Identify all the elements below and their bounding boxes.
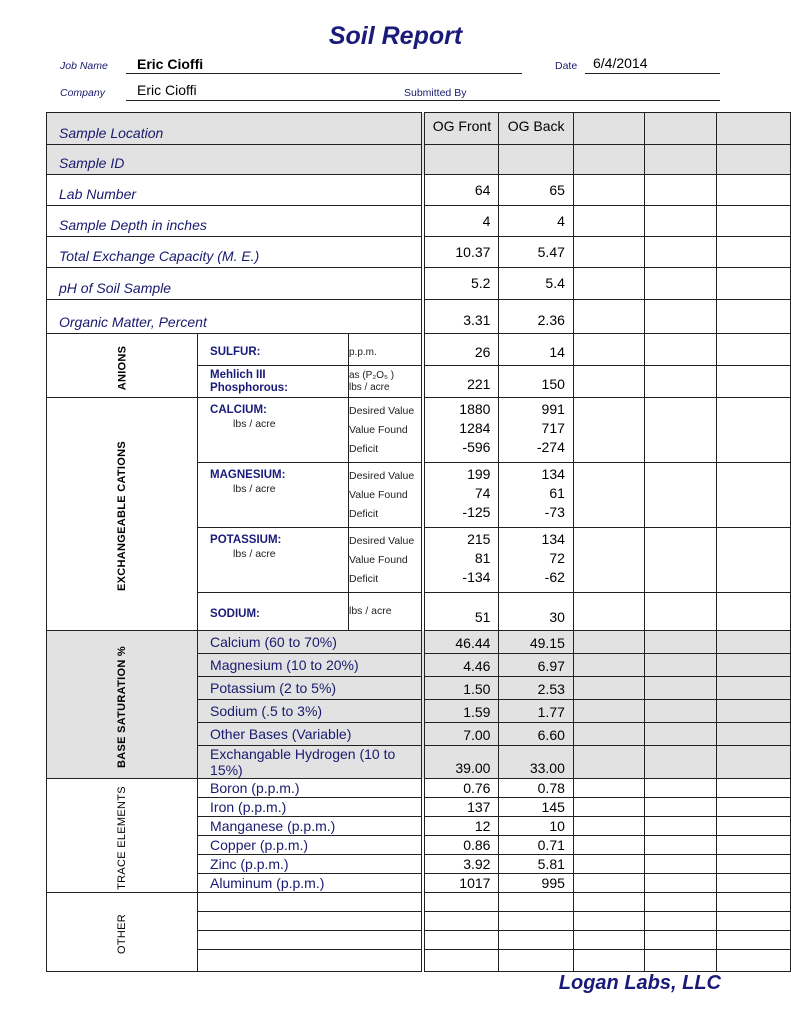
calcium-cell[interactable]: 991 717 -274 xyxy=(499,398,573,463)
trace-cell[interactable] xyxy=(573,817,644,836)
trace-cell[interactable] xyxy=(717,817,791,836)
sample-id-row xyxy=(47,145,791,175)
sample-depth-cell[interactable] xyxy=(645,206,717,237)
lab-number-cell[interactable] xyxy=(717,175,791,206)
trace-cell[interactable]: 0.86 xyxy=(423,836,498,855)
other-cell[interactable] xyxy=(499,912,573,931)
trace-label: Iron (p.p.m.) xyxy=(198,798,424,817)
trace-cell[interactable]: 1017 xyxy=(423,874,498,893)
sample-location-cell[interactable]: OG Back xyxy=(499,113,573,145)
other-cell[interactable] xyxy=(717,931,791,950)
trace-cell[interactable]: 0.76 xyxy=(423,779,498,798)
other-label-cell[interactable] xyxy=(198,931,424,950)
base-sat-cell[interactable]: 2.53 xyxy=(499,677,573,700)
trace-cell[interactable]: 145 xyxy=(499,798,573,817)
organic-matter-cell[interactable] xyxy=(717,300,791,334)
ph-cell[interactable] xyxy=(717,268,791,300)
base-sat-cell[interactable]: 39.00 xyxy=(423,746,498,779)
other-cell[interactable] xyxy=(423,893,498,912)
job-name-value: Eric Cioffi xyxy=(137,56,204,72)
potassium-sublabels: Desired Value Value Found Deficit xyxy=(349,528,424,593)
magnesium-cell[interactable]: 134 61 -73 xyxy=(499,463,573,528)
calcium-row xyxy=(47,398,791,463)
sulfur-cell[interactable] xyxy=(645,334,717,366)
trace-cell[interactable] xyxy=(645,836,717,855)
soil-report-table xyxy=(46,112,791,972)
other-cell[interactable] xyxy=(499,931,573,950)
other-label-cell[interactable] xyxy=(198,893,424,912)
base-sat-cell[interactable] xyxy=(717,723,791,746)
other-cell[interactable] xyxy=(499,950,573,972)
base-sat-cell[interactable] xyxy=(717,677,791,700)
sample-id-cell[interactable] xyxy=(717,145,791,175)
sulfur-cell[interactable]: 26 xyxy=(423,334,498,366)
base-sat-label: Other Bases (Variable) xyxy=(198,723,424,746)
phosphorous-cell[interactable] xyxy=(717,366,791,398)
trace-cell[interactable]: 12 xyxy=(423,817,498,836)
calcium-cell[interactable] xyxy=(573,398,644,463)
lab-number-cell[interactable]: 64 xyxy=(423,175,498,206)
sodium-cell[interactable] xyxy=(717,593,791,631)
base-sat-cell[interactable] xyxy=(573,700,644,723)
base-sat-cell[interactable] xyxy=(717,700,791,723)
magnesium-cell[interactable] xyxy=(717,463,791,528)
trace-cell[interactable]: 0.78 xyxy=(499,779,573,798)
base-sat-label: Exchangable Hydrogen (10 to 15%) xyxy=(198,746,424,779)
other-label-cell[interactable] xyxy=(198,912,424,931)
sample-id-cell[interactable] xyxy=(573,145,644,175)
date-value: 6/4/2014 xyxy=(593,55,648,71)
ph-cell[interactable] xyxy=(573,268,644,300)
base-sat-cell[interactable] xyxy=(645,654,717,677)
base-sat-cell[interactable] xyxy=(645,723,717,746)
trace-label: Manganese (p.p.m.) xyxy=(198,817,424,836)
trace-label: Copper (p.p.m.) xyxy=(198,836,424,855)
other-cell[interactable] xyxy=(645,912,717,931)
other-cell[interactable] xyxy=(645,893,717,912)
base-sat-cell[interactable] xyxy=(645,746,717,779)
lab-number-cell[interactable]: 65 xyxy=(499,175,573,206)
base-sat-cell[interactable]: 1.77 xyxy=(499,700,573,723)
calcium-sublabels: Desired Value Value Found Deficit xyxy=(349,398,424,463)
sample-depth-row xyxy=(47,206,791,237)
job-name-label: Job Name xyxy=(60,60,108,72)
base-sat-cell[interactable]: 4.46 xyxy=(423,654,498,677)
sample-id-cell[interactable] xyxy=(423,145,498,175)
trace-cell[interactable]: 995 xyxy=(499,874,573,893)
ph-cell[interactable] xyxy=(645,268,717,300)
magnesium-cell[interactable] xyxy=(573,463,644,528)
magnesium-sublabels: Desired Value Value Found Deficit xyxy=(349,463,424,528)
trace-elements-section-label: TRACE ELEMENTS xyxy=(47,779,198,893)
trace-label: Aluminum (p.p.m.) xyxy=(198,874,424,893)
potassium-cell[interactable] xyxy=(645,528,717,593)
ph-cell[interactable]: 5.2 xyxy=(423,268,498,300)
other-cell[interactable] xyxy=(423,912,498,931)
lab-number-row xyxy=(47,175,791,206)
tec-cell[interactable] xyxy=(573,237,644,268)
organic-matter-cell[interactable]: 2.36 xyxy=(499,300,573,334)
organic-matter-row xyxy=(47,300,791,334)
date-field[interactable] xyxy=(585,54,720,74)
calcium-cell[interactable] xyxy=(717,398,791,463)
other-cell[interactable] xyxy=(717,893,791,912)
base-sat-cell[interactable] xyxy=(573,746,644,779)
sample-depth-cell[interactable]: 4 xyxy=(423,206,498,237)
sulfur-cell[interactable] xyxy=(717,334,791,366)
lab-number-cell[interactable] xyxy=(573,175,644,206)
other-cell[interactable] xyxy=(645,950,717,972)
base-sat-cell[interactable]: 7.00 xyxy=(423,723,498,746)
phosphorous-cell[interactable]: 150 xyxy=(499,366,573,398)
trace-cell[interactable]: 10 xyxy=(499,817,573,836)
sodium-cell[interactable] xyxy=(645,593,717,631)
lab-number-label: Lab Number xyxy=(47,175,424,206)
anions-section-label: ANIONS xyxy=(47,334,198,398)
trace-cell[interactable] xyxy=(573,836,644,855)
other-cell[interactable] xyxy=(573,912,644,931)
date-label: Date xyxy=(555,60,578,72)
base-sat-label: Potassium (2 to 5%) xyxy=(198,677,424,700)
base-sat-cell[interactable] xyxy=(717,631,791,654)
sodium-unit: lbs / acre xyxy=(349,593,424,631)
trace-label: Boron (p.p.m.) xyxy=(198,779,424,798)
trace-cell[interactable] xyxy=(717,798,791,817)
company-label: Company xyxy=(60,87,105,99)
tec-cell[interactable] xyxy=(717,237,791,268)
base-sat-cell[interactable]: 1.59 xyxy=(423,700,498,723)
phosphorous-cell[interactable] xyxy=(645,366,717,398)
phosphorous-unit: as (P₂O₅ ) lbs / acre xyxy=(349,366,424,398)
sodium-cell[interactable] xyxy=(573,593,644,631)
sulfur-cell[interactable]: 14 xyxy=(499,334,573,366)
trace-cell[interactable] xyxy=(717,874,791,893)
base-sat-cell[interactable] xyxy=(645,677,717,700)
base-sat-label: Calcium (60 to 70%) xyxy=(198,631,424,654)
sample-depth-cell[interactable]: 4 xyxy=(499,206,573,237)
other-cell[interactable] xyxy=(573,931,644,950)
base-sat-cell[interactable] xyxy=(645,700,717,723)
base-sat-cell[interactable] xyxy=(573,723,644,746)
base-sat-cell[interactable] xyxy=(573,654,644,677)
other-cell[interactable] xyxy=(573,893,644,912)
potassium-cell[interactable] xyxy=(717,528,791,593)
tec-row xyxy=(47,237,791,268)
trace-cell[interactable] xyxy=(573,855,644,874)
lab-number-cell[interactable] xyxy=(645,175,717,206)
trace-cell[interactable] xyxy=(717,836,791,855)
trace-cell[interactable] xyxy=(645,798,717,817)
base-sat-cell[interactable]: 49.15 xyxy=(499,631,573,654)
other-cell[interactable] xyxy=(645,931,717,950)
sodium-cell[interactable]: 30 xyxy=(499,593,573,631)
trace-cell[interactable] xyxy=(573,874,644,893)
base-sat-cell[interactable] xyxy=(717,654,791,677)
ph-label: pH of Soil Sample xyxy=(47,268,424,300)
sulfur-cell[interactable] xyxy=(573,334,644,366)
base-sat-cell[interactable]: 46.44 xyxy=(423,631,498,654)
sample-location-cell[interactable] xyxy=(717,113,791,145)
other-cell[interactable] xyxy=(573,950,644,972)
organic-matter-label: Organic Matter, Percent xyxy=(47,300,424,334)
trace-cell[interactable]: 5.81 xyxy=(499,855,573,874)
sample-id-cell[interactable] xyxy=(499,145,573,175)
tec-cell[interactable]: 10.37 xyxy=(423,237,498,268)
submitted-by-label: Submitted By xyxy=(404,87,467,99)
base-sat-cell[interactable] xyxy=(717,746,791,779)
magnesium-cell[interactable]: 199 74 -125 xyxy=(423,463,498,528)
trace-cell[interactable]: 137 xyxy=(423,798,498,817)
magnesium-cell[interactable] xyxy=(645,463,717,528)
base-sat-cell[interactable]: 6.97 xyxy=(499,654,573,677)
sample-depth-label: Sample Depth in inches xyxy=(47,206,424,237)
sample-location-cell[interactable] xyxy=(573,113,644,145)
sulfur-row xyxy=(47,334,791,366)
trace-cell[interactable] xyxy=(645,855,717,874)
other-cell[interactable] xyxy=(423,950,498,972)
job-name-field[interactable] xyxy=(126,54,522,74)
sulfur-unit: p.p.m. xyxy=(349,334,424,366)
lab-company-name: Logan Labs, LLC xyxy=(558,972,721,994)
magnesium-label: MAGNESIUM: lbs / acre xyxy=(198,463,349,528)
phosphorous-cell[interactable]: 221 xyxy=(423,366,498,398)
potassium-cell[interactable]: 215 81 -134 xyxy=(423,528,498,593)
base-sat-cell[interactable]: 1.50 xyxy=(423,677,498,700)
sample-location-label: Sample Location xyxy=(47,113,424,145)
potassium-cell[interactable] xyxy=(573,528,644,593)
tec-cell[interactable]: 5.47 xyxy=(499,237,573,268)
base-sat-cell[interactable]: 33.00 xyxy=(499,746,573,779)
potassium-cell[interactable]: 134 72 -62 xyxy=(499,528,573,593)
other-cell[interactable] xyxy=(717,950,791,972)
other-cell[interactable] xyxy=(499,893,573,912)
organic-matter-cell[interactable] xyxy=(573,300,644,334)
sample-location-row xyxy=(47,113,791,145)
other-section-label: OTHER xyxy=(47,893,198,972)
trace-row xyxy=(47,779,791,798)
phosphorous-cell[interactable] xyxy=(573,366,644,398)
other-cell[interactable] xyxy=(423,931,498,950)
potassium-label: POTASSIUM: lbs / acre xyxy=(198,528,349,593)
trace-cell[interactable] xyxy=(573,779,644,798)
organic-matter-cell[interactable] xyxy=(645,300,717,334)
sample-id-cell[interactable] xyxy=(645,145,717,175)
calcium-cell[interactable] xyxy=(645,398,717,463)
calcium-cell[interactable]: 1880 1284 -596 xyxy=(423,398,498,463)
report-title: Soil Report xyxy=(328,22,463,50)
trace-cell[interactable]: 3.92 xyxy=(423,855,498,874)
tec-cell[interactable] xyxy=(645,237,717,268)
other-cell[interactable] xyxy=(717,912,791,931)
sample-location-cell[interactable]: OG Front xyxy=(423,113,498,145)
trace-cell[interactable] xyxy=(717,855,791,874)
tec-label: Total Exchange Capacity (M. E.) xyxy=(47,237,424,268)
trace-label: Zinc (p.p.m.) xyxy=(198,855,424,874)
sodium-label: SODIUM: xyxy=(198,593,349,631)
company-value: Eric Cioffi xyxy=(137,82,197,98)
base-sat-label: Sodium (.5 to 3%) xyxy=(198,700,424,723)
other-label-cell[interactable] xyxy=(198,950,424,972)
phosphorous-label: Mehlich III Phosphorous: xyxy=(198,366,349,398)
sulfur-label: SULFUR: xyxy=(198,334,349,366)
trace-cell[interactable] xyxy=(645,817,717,836)
ph-row xyxy=(47,268,791,300)
trace-cell[interactable] xyxy=(573,798,644,817)
organic-matter-cell[interactable]: 3.31 xyxy=(423,300,498,334)
trace-cell[interactable] xyxy=(717,779,791,798)
sample-depth-cell[interactable] xyxy=(717,206,791,237)
base-sat-row xyxy=(47,631,791,654)
trace-cell[interactable] xyxy=(645,779,717,798)
ph-cell[interactable]: 5.4 xyxy=(499,268,573,300)
base-sat-cell[interactable] xyxy=(573,631,644,654)
sample-location-cell[interactable] xyxy=(645,113,717,145)
sodium-cell[interactable]: 51 xyxy=(423,593,498,631)
base-sat-cell[interactable]: 6.60 xyxy=(499,723,573,746)
other-row xyxy=(47,893,791,912)
calcium-label: CALCIUM: lbs / acre xyxy=(198,398,349,463)
trace-cell[interactable] xyxy=(645,874,717,893)
base-sat-label: Magnesium (10 to 20%) xyxy=(198,654,424,677)
exchangeable-cations-section-label: EXCHANGEABLE CATIONS xyxy=(47,398,198,631)
base-saturation-section-label: BASE SATURATION % xyxy=(47,631,198,779)
sample-id-label: Sample ID xyxy=(47,145,424,175)
trace-cell[interactable]: 0.71 xyxy=(499,836,573,855)
sample-depth-cell[interactable] xyxy=(573,206,644,237)
base-sat-cell[interactable] xyxy=(573,677,644,700)
base-sat-cell[interactable] xyxy=(645,631,717,654)
